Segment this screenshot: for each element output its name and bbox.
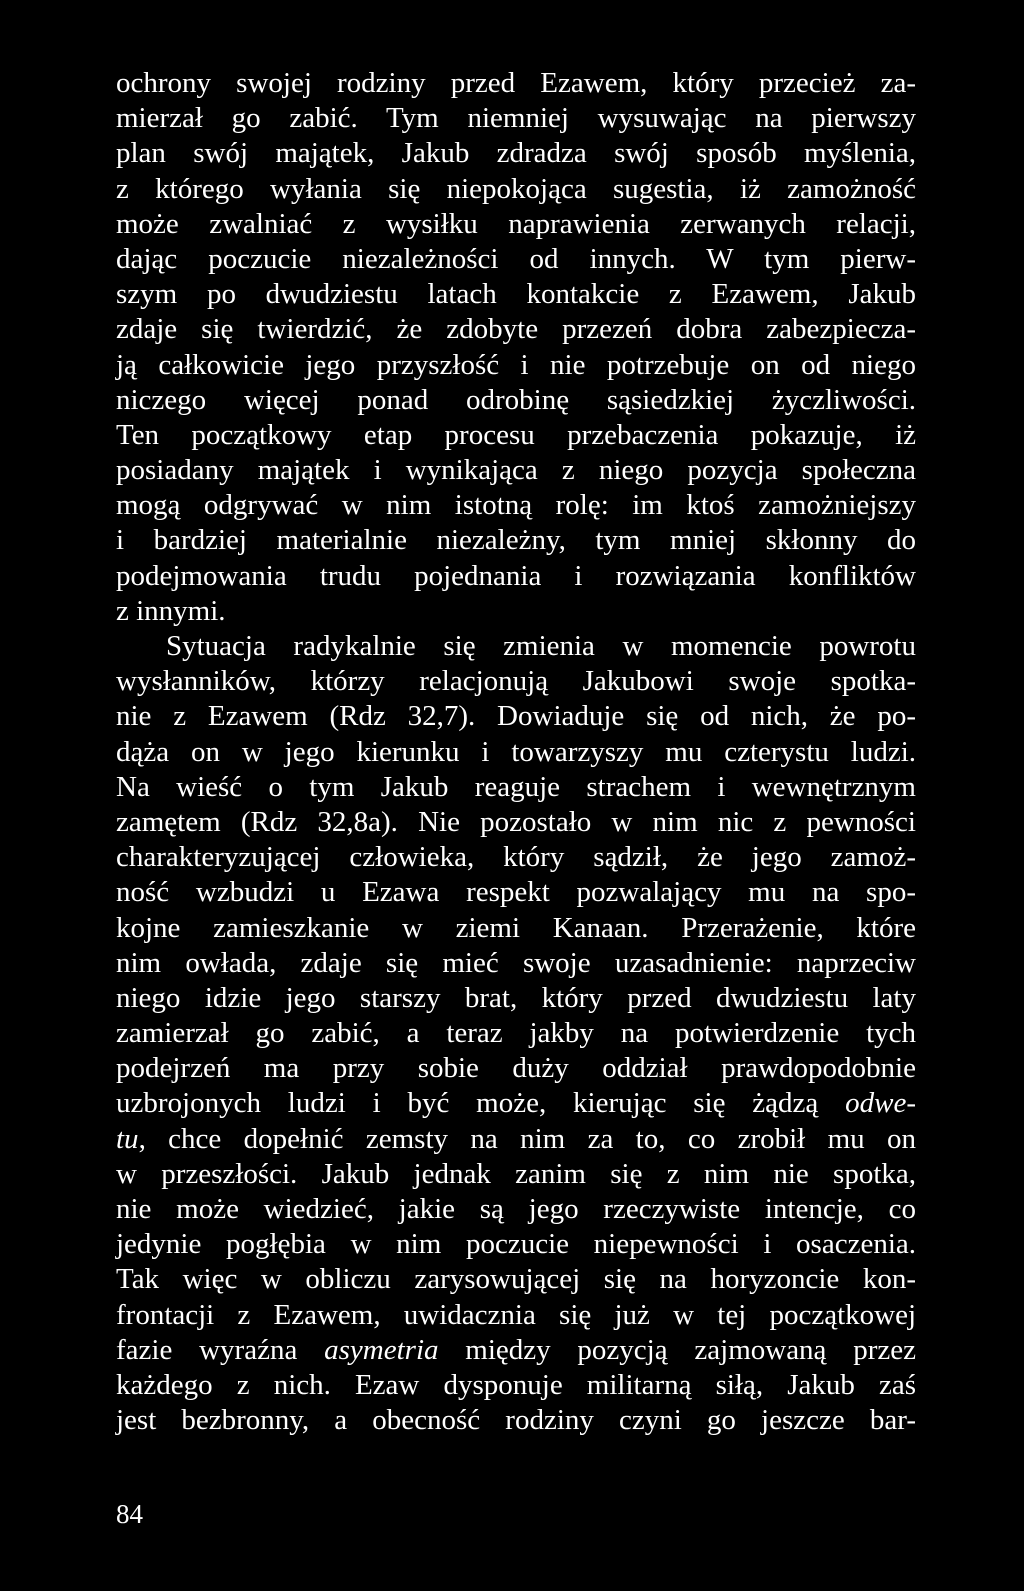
text-line: podejmowania trudu pojednania i rozwiązania konfliktów: [116, 559, 916, 592]
text-line: [116, 1122, 916, 1157]
text-line: Ten początkowy etap procesu przebaczenia pokazuje, iż: [116, 418, 916, 451]
italic-text: asymetria: [324, 1333, 439, 1366]
text-line: jest bezbronny, a obecność rodziny czyni go jeszcze bar-: [116, 1404, 916, 1437]
text-run: fazie wyraźna: [116, 1333, 325, 1366]
text-line: wysłanników, którzy relacjonują Jakubowi swoje spotka-: [116, 665, 916, 698]
text-line: szym po dwudziestu latach kontakcie z Ezawem, Jakub: [116, 278, 916, 311]
text-line: nie może wiedzieć, jakie są jego rzeczywiste intencje, co: [116, 1193, 916, 1225]
text-line: Na wieść o tym Jakub reaguje strachem i wewnętrznym: [116, 770, 916, 803]
text-line: każdego z nich. Ezaw dysponuje militarną siłą, Jakub zaś: [116, 1368, 916, 1401]
text-line: frontacji z Ezawem, uwidacznia się już w tej początkowej: [116, 1298, 916, 1331]
text-line: i bardziej materialnie niezależny, tym mniej skłonny do: [116, 524, 916, 557]
text-line: zdaje się twierdzić, że zdobyte przezeń dobra zabezpiecza-: [116, 313, 916, 346]
text-line: nim owłada, zdaje się mieć swoje uzasadnienie: naprzeciw: [116, 946, 916, 979]
text-line: dając poczucie niezależności od innych. W tym pierw-: [116, 242, 916, 275]
paragraph-start-line: Sytuacja radykalnie się zmienia w momencie powrotu: [166, 630, 916, 662]
text-line: niczego więcej ponad odrobinę sąsiedzkiej życzliwości.: [116, 383, 916, 416]
text-line: może zwalniać z wysiłku naprawienia zerwanych relacji,: [116, 207, 916, 240]
page-number: 84: [116, 1499, 143, 1529]
text-line: Tak więc w obliczu zarysowującej się na horyzoncie kon-: [116, 1263, 916, 1296]
text-line: ją całkowicie jego przyszłość i nie potrzebuje on od niego: [116, 348, 916, 381]
text-run: uzbrojonych ludzi i być może, kierując się żądzą: [116, 1087, 846, 1120]
text-line: [116, 1086, 916, 1121]
text-run: między pozycją zajmowaną przez: [438, 1333, 916, 1366]
text-line: zamętem (Rdz 32,8a). Nie pozostało w nim nic z pewności: [116, 805, 916, 838]
italic-text: tu: [116, 1122, 139, 1155]
body-text: [116, 66, 916, 1438]
text-line: jedynie pogłębia w nim poczucie niepewności i osaczenia.: [116, 1228, 916, 1261]
text-line: kojne zamieszkanie w ziemi Kanaan. Przerażenie, które: [116, 911, 916, 944]
text-line: plan swój majątek, Jakub zdradza swój sposób myślenia,: [116, 137, 916, 170]
text-run: , chce dopełnić zemsty na nim za to, co zrobił mu on: [138, 1122, 916, 1155]
italic-text: odwe-: [845, 1087, 916, 1120]
text-line: mierzał go zabić. Tym niemniej wysuwając na pierwszy: [116, 102, 916, 135]
text-line: ność wzbudzi u Ezawa respekt pozwalający mu na spo-: [116, 876, 916, 909]
text-line: z innymi.: [116, 594, 226, 627]
text-line: nie z Ezawem (Rdz 32,7). Dowiaduje się od nich, że po-: [116, 700, 916, 733]
text-line: ochrony swojej rodziny przed Ezawem, który przecież za-: [116, 67, 916, 99]
text-line: posiadany majątek i wynikająca z niego pozycja społeczna: [116, 454, 916, 487]
text-line: z którego wyłania się niepokojąca sugestia, iż zamożność: [116, 172, 916, 205]
text-line: [116, 1333, 916, 1368]
text-line: mogą odgrywać w nim istotną rolę: im ktoś zamożniejszy: [116, 489, 916, 522]
text-line: charakteryzującej człowieka, który sądził, że jego zamoż-: [116, 841, 916, 874]
text-line: w przeszłości. Jakub jednak zanim się z nim nie spotka,: [116, 1157, 916, 1190]
text-line: dąża on w jego kierunku i towarzyszy mu czterystu ludzi.: [116, 735, 916, 768]
text-line: niego idzie jego starszy brat, który przed dwudziestu laty: [116, 981, 916, 1014]
text-line: zamierzał go zabić, a teraz jakby na potwierdzenie tych: [116, 1017, 916, 1050]
text-line: podejrzeń ma przy sobie duży oddział prawdopodobnie: [116, 1052, 916, 1085]
